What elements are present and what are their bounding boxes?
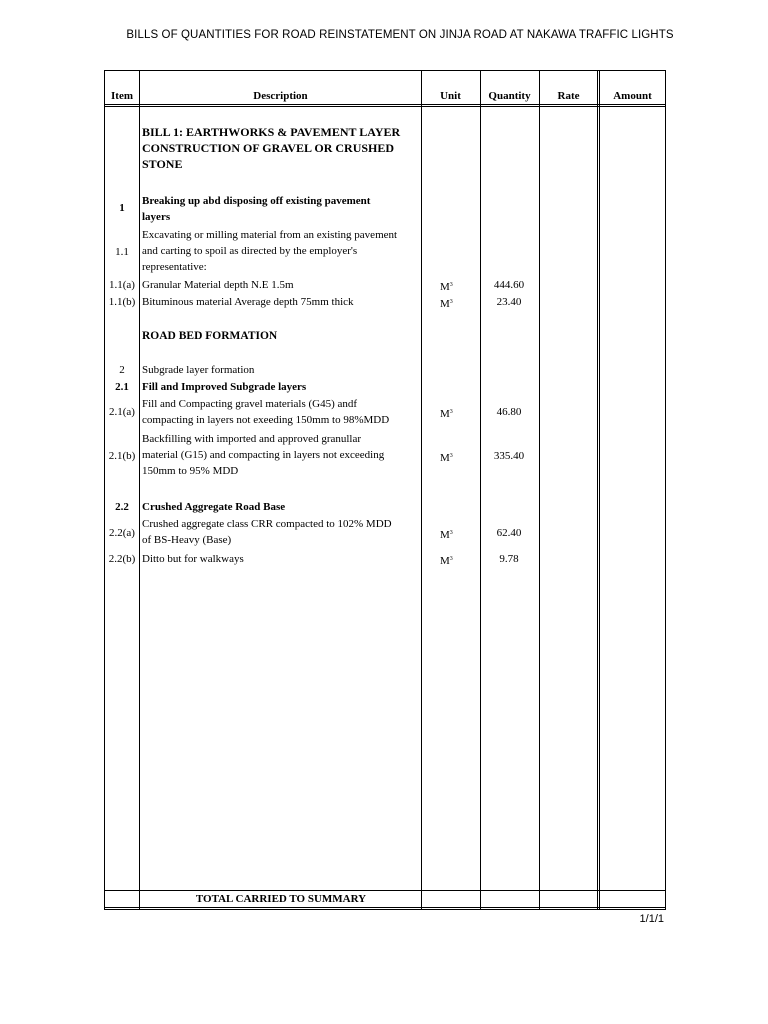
row-2-1b-item: 2.1(b) bbox=[108, 450, 136, 462]
total-top-border bbox=[104, 890, 666, 891]
row-2-2a-qty: 62.40 bbox=[496, 527, 522, 539]
row-1-1-desc-line2: and carting to spoil as directed by the employer's bbox=[142, 245, 358, 257]
row-2-2b-unit: $M^3$ bbox=[440, 555, 453, 567]
row-1-1b-unit: $M^3$ bbox=[440, 298, 453, 310]
section-road-bed-formation: ROAD BED FORMATION bbox=[142, 330, 278, 342]
row-1-1-item: 1.1 bbox=[115, 246, 129, 258]
row-2-2-desc: Crushed Aggregate Road Base bbox=[142, 501, 286, 513]
bill-heading-line3: STONE bbox=[142, 157, 183, 171]
col-border-item bbox=[139, 70, 140, 910]
row-2-1b-desc-line3: 150mm to 95% MDD bbox=[142, 465, 239, 477]
row-2-1a-desc-line1: Fill and Compacting gravel materials (G45) andf bbox=[142, 398, 358, 410]
row-2-1a-qty: 46.80 bbox=[496, 406, 522, 418]
row-1-1a-qty: 444.60 bbox=[493, 279, 525, 291]
row-1-1a-desc: Granular Material depth N.E 1.5m bbox=[142, 279, 294, 291]
row-1-1b-qty: 23.40 bbox=[496, 296, 522, 308]
row-1-1-desc-line1: Excavating or milling material from an existing pavement bbox=[142, 229, 398, 241]
header-bottom-border bbox=[104, 104, 666, 105]
col-border-qty bbox=[539, 70, 540, 910]
row-2-1b-desc-line2: material (G15) and compacting in layers not exceeding bbox=[142, 449, 385, 461]
header-unit: Unit bbox=[440, 90, 461, 102]
row-2-1-desc: Fill and Improved Subgrade layers bbox=[142, 381, 307, 393]
col-border-unit bbox=[480, 70, 481, 910]
header-rate: Rate bbox=[557, 90, 580, 102]
row-1-1a-unit: $M^3$ bbox=[440, 281, 453, 293]
row-2-2a-unit: $M^3$ bbox=[440, 529, 453, 541]
row-2-1a-item: 2.1(a) bbox=[109, 406, 135, 418]
table-top-border bbox=[104, 70, 666, 71]
row-1-1a-item: 1.1(a) bbox=[109, 279, 135, 291]
page-number: 1/1/1 bbox=[639, 913, 664, 925]
row-1-desc-line2: layers bbox=[142, 211, 171, 223]
row-2-1b-desc-line1: Backfilling with imported and approved granullar bbox=[142, 433, 362, 445]
row-2-2a-desc-line1: Crushed aggregate class CRR compacted to 102% MDD bbox=[142, 518, 392, 530]
bill-heading-line1: BILL 1: EARTHWORKS & PAVEMENT LAYER bbox=[142, 125, 401, 139]
row-2-2b-item: 2.2(b) bbox=[108, 553, 136, 565]
bill-heading-line2: CONSTRUCTION OF GRAVEL OR CRUSHED bbox=[142, 141, 395, 155]
row-1-1-desc-line3: representative: bbox=[142, 261, 207, 273]
row-2-desc: Subgrade layer formation bbox=[142, 364, 255, 376]
col-border-rate-2 bbox=[599, 70, 600, 910]
col-border-right bbox=[665, 70, 666, 910]
row-2-2a-item: 2.2(a) bbox=[109, 527, 135, 539]
header-quantity: Quantity bbox=[488, 90, 531, 102]
col-border-left bbox=[104, 70, 105, 910]
row-2-2a-desc-line2: of BS-Heavy (Base) bbox=[142, 534, 232, 546]
total-carried-to-summary: TOTAL CARRIED TO SUMMARY bbox=[195, 893, 367, 905]
row-2-1a-unit: $M^3$ bbox=[440, 408, 453, 420]
row-1-1b-item: 1.1(b) bbox=[108, 296, 136, 308]
header-description: Description bbox=[253, 90, 308, 102]
row-2-1-item: 2.1 bbox=[115, 381, 129, 393]
row-1-item: 1 bbox=[119, 202, 125, 214]
row-2-2b-desc: Ditto but for walkways bbox=[142, 553, 244, 565]
row-2-1a-desc-line2: compacting in layers not exeeding 150mm to 98%MDD bbox=[142, 414, 390, 426]
table-bottom-border bbox=[104, 907, 666, 908]
header-bottom-border-2 bbox=[104, 106, 666, 107]
row-1-1b-desc: Bituminous material Average depth 75mm thick bbox=[142, 296, 354, 308]
row-2-2-item: 2.2 bbox=[115, 501, 129, 513]
col-border-rate bbox=[597, 70, 598, 910]
row-2-1b-unit: $M^3$ bbox=[440, 452, 453, 464]
row-1-desc-line1: Breaking up abd disposing off existing pavement bbox=[142, 195, 371, 207]
table-bottom-border-2 bbox=[104, 909, 666, 910]
page-title: BILLS OF QUANTITIES FOR ROAD REINSTATEMENT ON JINJA ROAD AT NAKAWA TRAFFIC LIGHTS bbox=[126, 29, 674, 41]
row-2-2b-qty: 9.78 bbox=[499, 553, 519, 565]
header-item: Item bbox=[111, 90, 133, 102]
col-border-desc bbox=[421, 70, 422, 910]
header-amount: Amount bbox=[613, 90, 652, 102]
row-2-1b-qty: 335.40 bbox=[493, 450, 525, 462]
row-2-item: 2 bbox=[119, 364, 125, 376]
